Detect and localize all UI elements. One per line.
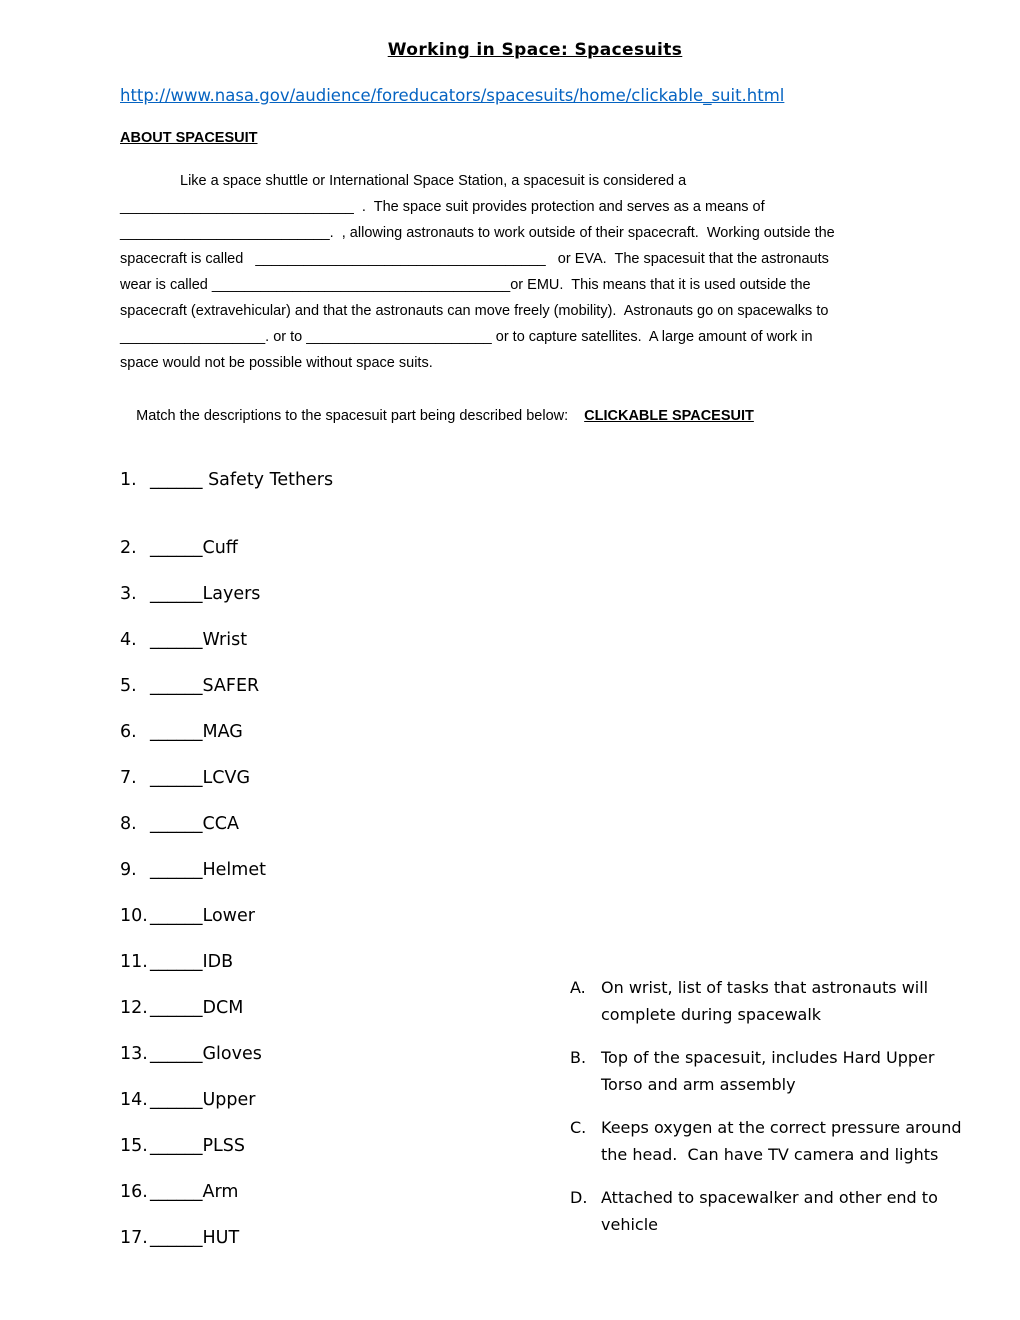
spacesuit-part-item [120,904,950,928]
item-number: 14. [120,1090,148,1110]
item-blank-and-label: ______ Safety Tethers [150,470,334,490]
item-number: 9. [120,860,137,880]
description-line: vehicle [601,1215,658,1234]
item-blank-and-label: ______SAFER [150,676,260,696]
about-paragraph [120,168,950,376]
item-blank-and-label: ______Wrist [150,630,248,650]
item-number: 5. [120,676,137,696]
description-line: On wrist, list of tasks that astronauts will [601,978,929,997]
description-item [570,1044,970,1098]
paragraph-line: space would not be possible without space suits. [120,355,433,371]
description-line: complete during spacewalk [601,1005,822,1024]
spacesuit-part-item [120,468,950,492]
item-number: 10. [120,906,148,926]
item-blank-and-label: ______CCA [150,814,239,834]
description-text [601,974,928,1028]
item-blank-and-label: ______MAG [150,722,243,742]
description-text [601,1114,962,1168]
spacesuit-part-item [120,766,950,790]
descriptions-list [570,974,970,1254]
description-letter: B. [570,1048,587,1067]
item-number: 8. [120,814,137,834]
description-line: Attached to spacewalker and other end to [601,1188,938,1207]
item-blank-and-label: ______Arm [150,1182,239,1202]
item-number: 3. [120,584,137,604]
clickable-spacesuit-label: CLICKABLE SPACESUIT [584,408,754,424]
paragraph-line: __________________. or to _______________________ or to capture satellites. A large amount of work in [120,329,813,345]
item-blank-and-label: ______PLSS [150,1136,246,1156]
paragraph-line: spacecraft is called ____________________________________ or EVA. The spacesuit that the astronauts [120,251,829,267]
page-title [120,40,950,60]
match-instruction-text: Match the descriptions to the spacesuit part being described below: [136,408,569,424]
nasa-clickable-suit-link[interactable]: http://www.nasa.gov/audience/foreducators/spacesuits/home/clickable_suit.html [120,86,785,105]
item-number: 11. [120,952,148,972]
item-blank-and-label: ______Helmet [150,860,266,880]
item-blank-and-label: ______Upper [150,1090,256,1110]
match-instruction-line [120,392,950,440]
spacesuit-part-item [120,536,950,560]
description-item [570,1114,970,1168]
item-blank-and-label: ______Layers [150,584,261,604]
item-number: 15. [120,1136,148,1156]
item-number: 1. [120,470,137,490]
spacesuit-part-item [120,812,950,836]
item-blank-and-label: ______Cuff [150,538,238,558]
paragraph-line: Like a space shuttle or International Space Station, a spacesuit is considered a [180,173,687,189]
item-blank-and-label: ______Lower [150,906,255,926]
item-number: 16. [120,1182,148,1202]
spacesuit-part-item [120,950,950,974]
spacesuit-part-item [120,674,950,698]
paragraph-line: spacecraft (extravehicular) and that the astronauts can move freely (mobility). Astronauts go on spacewalks to [120,303,829,319]
item-number: 17. [120,1228,148,1248]
description-text [601,1044,934,1098]
paragraph-line: _____________________________ . The space suit provides protection and serves as a means of [120,199,765,215]
item-number: 4. [120,630,137,650]
spacesuit-part-item [120,720,950,744]
item-blank-and-label: ______HUT [150,1228,240,1248]
about-spacesuit-heading: ABOUT SPACESUIT [120,130,258,146]
paragraph-line: wear is called _____________________________________or EMU. This means that it is used outside the [120,277,811,293]
spacesuit-part-item [120,582,950,606]
item-blank-and-label: ______IDB [150,952,234,972]
item-blank-and-label: ______LCVG [150,768,251,788]
item-number: 6. [120,722,137,742]
item-number: 12. [120,998,148,1018]
item-number: 7. [120,768,137,788]
description-letter: D. [570,1188,588,1207]
description-item [570,1184,970,1238]
description-line: Torso and arm assembly [601,1075,796,1094]
description-line: the head. Can have TV camera and lights [601,1145,939,1164]
spacesuit-part-item [120,628,950,652]
item-number: 2. [120,538,137,558]
spacesuit-part-item [120,858,950,882]
paragraph-line: __________________________. , allowing astronauts to work outside of their spacecraft. Working outside the [120,225,835,241]
description-letter: A. [570,978,586,997]
description-text [601,1184,938,1238]
matching-section [120,468,962,1250]
description-item [570,974,970,1028]
description-line: Top of the spacesuit, includes Hard Upper [601,1048,935,1067]
item-number: 13. [120,1044,148,1064]
description-line: Keeps oxygen at the correct pressure around [601,1118,962,1137]
item-blank-and-label: ______DCM [150,998,244,1018]
item-blank-and-label: ______Gloves [150,1044,262,1064]
description-letter: C. [570,1118,587,1137]
page-title-text: Working in Space: Spacesuits [387,40,683,60]
